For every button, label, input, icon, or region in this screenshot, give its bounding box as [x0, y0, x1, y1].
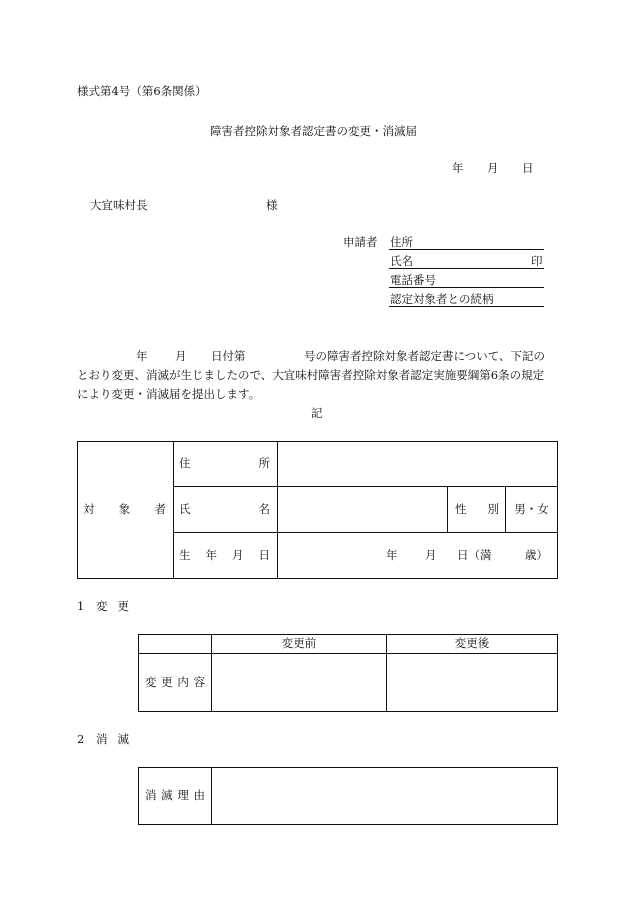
change-content-label-cell [139, 654, 212, 712]
expire-reason-label-cell [139, 768, 212, 825]
applicant-relation-label: 認定対象者との続柄 [390, 292, 494, 306]
expire-section-number: 2 [77, 732, 85, 746]
subject-label-char3: 者 [154, 502, 166, 517]
date-month: 月 [487, 161, 499, 175]
applicant-relation-line [389, 306, 544, 307]
applicant-address-line [389, 249, 544, 250]
name-value-cell[interactable] [278, 487, 448, 533]
applicant-name-label: 氏名 [390, 254, 413, 268]
body-line3: により変更・消滅届を提出します。 [77, 387, 261, 401]
address-label-char1: 住 [179, 456, 191, 471]
birth-label-cell [174, 533, 278, 579]
subject-table [77, 441, 558, 579]
body-line2: とおり変更、消滅が生じましたので、大宜味村障害者控除対象者認定実施要綱第6条の規定 [77, 368, 545, 382]
applicant-seal-mark: 印 [531, 254, 543, 268]
name-label-cell [174, 487, 278, 533]
applicant-label: 申請者 [343, 235, 378, 249]
change-table [138, 634, 558, 712]
sex-label-char1: 性 [455, 501, 467, 516]
subject-label-cell [78, 442, 174, 579]
applicant-name-line [389, 268, 544, 269]
expire-reason-char1: 消 [145, 788, 157, 803]
change-content-char4: 容 [193, 674, 205, 689]
address-label-char2: 所 [258, 456, 270, 471]
body-month: 月 [175, 349, 187, 363]
birth-day: 日（満 [457, 548, 492, 562]
subject-label-char2: 象 [118, 502, 131, 517]
birth-age: 歳） [525, 548, 548, 562]
birth-label-char2: 年 [205, 547, 217, 562]
birth-year: 年 [386, 548, 398, 562]
change-table-corner-cell [139, 635, 212, 654]
body-day-number: 日付第 [211, 349, 246, 363]
birth-label-char3: 月 [232, 547, 244, 562]
body-year: 年 [136, 349, 148, 363]
change-content-char1: 変 [145, 674, 157, 689]
change-before-cell[interactable] [212, 654, 387, 712]
change-section-number: 1 [77, 599, 85, 613]
expire-table [138, 767, 558, 825]
body-line1-rest: 号の障害者控除対象者認定書について、下記の [304, 349, 546, 363]
change-after-cell[interactable] [387, 654, 558, 712]
expire-reason-char4: 由 [193, 788, 205, 803]
birth-label-char4: 日 [258, 547, 270, 562]
expire-reason-char3: 理 [177, 788, 189, 803]
sex-label-cell [448, 487, 506, 533]
name-label-char1: 氏 [179, 501, 191, 516]
applicant-phone-line [389, 287, 544, 288]
change-content-char3: 内 [177, 674, 189, 689]
expire-reason-value-cell[interactable] [212, 768, 558, 825]
name-label-char2: 名 [258, 501, 270, 516]
address-label-cell [174, 442, 278, 487]
change-section-heading: 変更 [96, 599, 139, 613]
ki-marker: 記 [311, 406, 323, 420]
addressee-honorific: 様 [266, 198, 278, 212]
applicant-phone-label: 電話番号 [390, 273, 436, 287]
change-before-header: 変更前 [212, 635, 387, 654]
sex-value: 男・女 [514, 501, 549, 516]
change-after-header: 変更後 [387, 635, 558, 654]
birth-value-cell[interactable] [278, 533, 558, 579]
form-number: 様式第4号（第6条関係） [77, 84, 207, 98]
applicant-address-label: 住所 [390, 235, 413, 249]
date-day: 日 [522, 161, 534, 175]
birth-label-char1: 生 [179, 547, 191, 562]
expire-section-heading: 消滅 [96, 732, 139, 746]
addressee-name: 大宜味村長 [90, 198, 148, 212]
address-value-cell[interactable] [278, 442, 558, 487]
document-title: 障害者控除対象者認定書の変更・消滅届 [210, 124, 417, 138]
birth-month: 月 [425, 548, 437, 562]
change-content-char2: 更 [161, 674, 173, 689]
subject-label-char1: 対 [83, 502, 95, 517]
expire-reason-char2: 滅 [161, 788, 173, 803]
sex-value-cell[interactable] [506, 487, 558, 533]
date-year: 年 [452, 161, 464, 175]
sex-label-char2: 別 [487, 501, 499, 516]
